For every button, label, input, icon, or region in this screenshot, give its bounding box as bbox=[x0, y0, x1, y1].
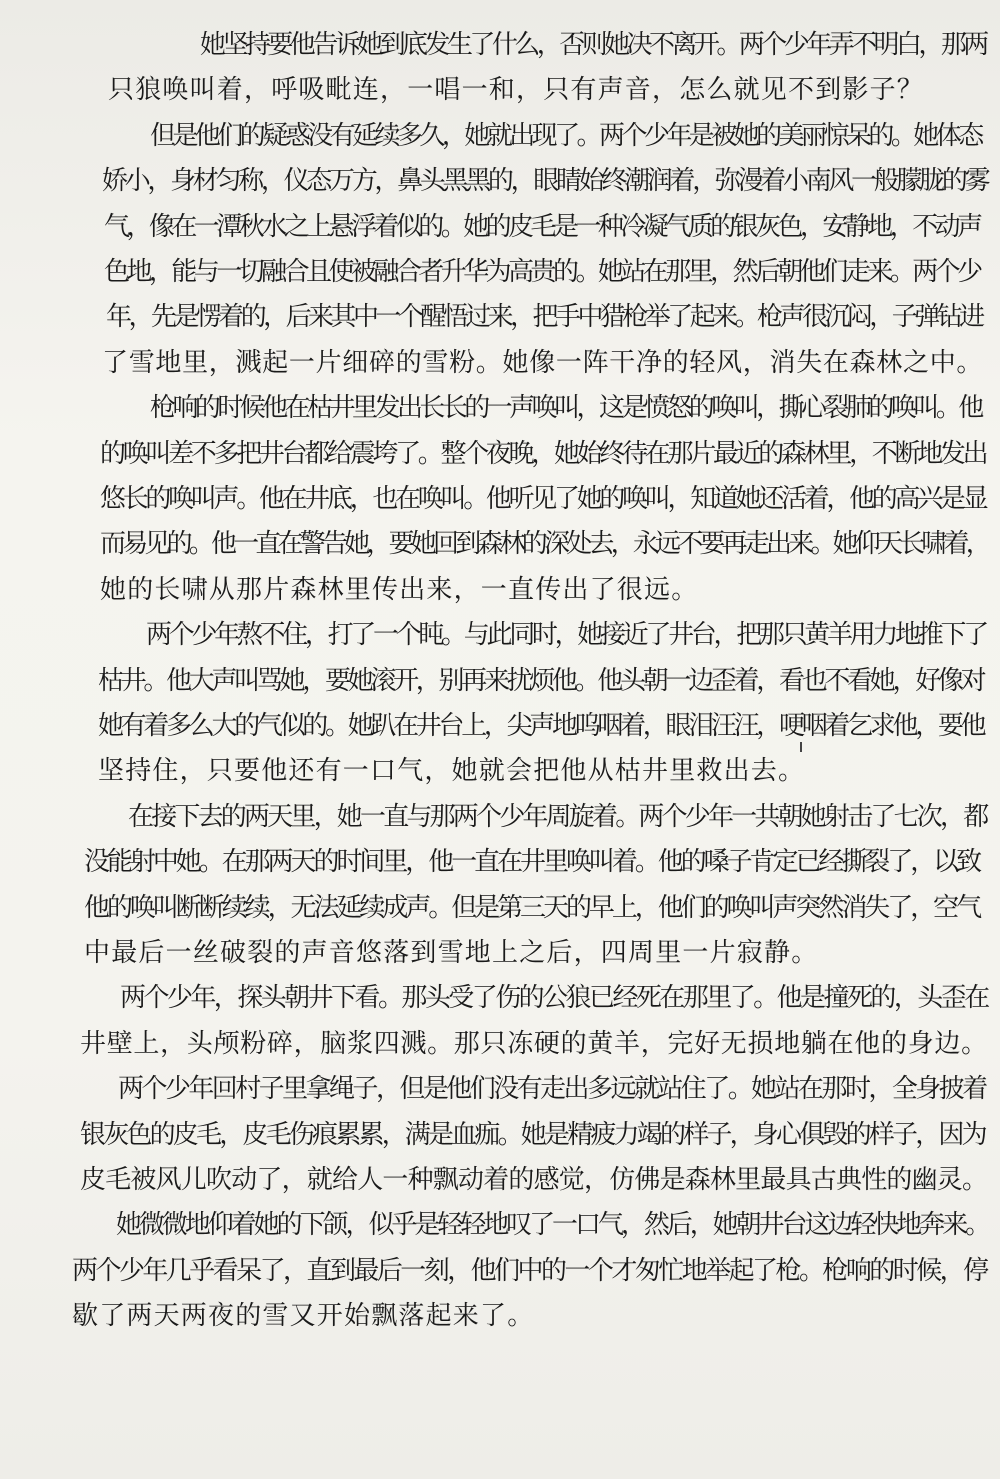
text-line: 他的唤叫断断续续，无法延续成声。但是第三天的早上，他们的唤叫声突然消失了，空气 bbox=[84, 892, 980, 923]
text-line: 两个少年几乎看呆了，直到最后一刻，他们中的一个才匆忙地举起了枪。枪响的时候，停 bbox=[72, 1255, 987, 1286]
text-line: 但是他们的疑惑没有延续多久，她就出现了。两个少年是被她的美丽惊呆的。她体态 bbox=[150, 120, 981, 151]
text-line: 坚持住，只要他还有一口气，她就会把他从枯井里救出去。 bbox=[98, 756, 806, 787]
text-line: 两个少年回村子里拿绳子，但是他们没有走出多远就站住了。她站在那时，全身披着 bbox=[118, 1074, 986, 1105]
text-line: 在接下去的两天里，她一直与那两个少年周旋着。两个少年一共朝她射击了七次，都 bbox=[128, 801, 987, 832]
text-line: 娇小，身材匀称，仪态万方，鼻头黑黑的，眼睛始终潮润着，弥漫着小南风一般朦胧的雾 bbox=[102, 166, 988, 197]
text-line: 了雪地里，溅起一片细碎的雪粉。她像一阵干净的轻风，消失在森林之中。 bbox=[102, 347, 984, 378]
stray-mark bbox=[800, 742, 802, 752]
text-line: 悠长的唤叫声。他在井底，也在唤叫。他听见了她的唤叫，知道她还活着，他的高兴是显 bbox=[100, 484, 986, 514]
text-line: 她的长啸从那片森林里传出来，一直传出了很远。 bbox=[100, 574, 699, 605]
text-line: 井壁上，头颅粉碎，脑浆四溅。那只冻硬的黄羊，完好无损地躺在他的身边。 bbox=[80, 1028, 988, 1059]
text-line: 气，像在一潭秋水之上悬浮着似的。她的皮毛是一种冷凝气质的银灰色，安静地，不动声 bbox=[104, 211, 980, 242]
text-line: 两个少年，探头朝井下看。那头受了伤的公狼已经死在那里了。他是撞死的，头歪在 bbox=[120, 983, 988, 1014]
watermark: ​ bbox=[55, 210, 65, 250]
text-line: 她有着多么大的气似的。她趴在井台上，尖声地呜咽着，眼泪汪汪，哽咽着乞求他，要他 bbox=[98, 711, 984, 741]
text-line: 的唤叫差不多把井台都给震垮了。整个夜晚，她始终待在那片最近的森林里，不断地发出 bbox=[100, 438, 986, 469]
text-line: 她微微地仰着她的下颌，似乎是轻轻地叹了一口气，然后，她朝井台这边轻快地奔来。 bbox=[116, 1210, 989, 1241]
text-line: 色地，能与一切融合且使被融合者升华为高贵的。她站在那里，然后朝他们走来。两个少 bbox=[104, 257, 980, 287]
text-line: 年，先是愣着的，后来其中一个醒悟过来，把手中猎枪举了起来。枪声很沉闷，子弹钻进 bbox=[106, 302, 982, 333]
text-line: 银灰色的皮毛，皮毛伤痕累累，满是血痂。她是精疲力竭的样子，身心俱毁的样子，因为 bbox=[80, 1119, 985, 1150]
text-line: 歇了两天两夜的雪又开始飘落起来了。 bbox=[72, 1301, 535, 1332]
text-line: 两个少年熬不住，打了一个盹。与此同时，她接近了井台，把那只黄羊用力地推下了 bbox=[146, 620, 986, 651]
text-line: 她坚持要他告诉她到底发生了什么，否则她决不离开。两个少年弄不明白，那两 bbox=[200, 30, 986, 60]
text-line: 枪响的时候他在枯井里发出长长的一声唤叫，这是愤怒的唤叫，撕心裂肺的唤叫。他 bbox=[150, 393, 981, 424]
text-line: 而易见的。他一直在警告她，要她回到森林的深处去，永远不要再走出来。她仰天长啸着， bbox=[100, 529, 989, 560]
text-line: 枯井。他大声叫骂她，要她滚开，别再来扰烦他。他头朝一边歪着，看也不看她，好像对 bbox=[98, 665, 984, 696]
text-line: 中最后一丝破裂的声音悠落到雪地上之后，四周里一片寂静。 bbox=[84, 938, 819, 968]
text-line: 只狼唤叫着，呼吸毗连，一唱一和，只有声音，怎么就见不到影子？ bbox=[108, 75, 925, 106]
text-line: 皮毛被风儿吹动了，就给人一种飘动着的感觉，仿佛是森林里最具古典性的幽灵。 bbox=[80, 1165, 988, 1195]
text-line: 没能射中她。在那两天的时间里，他一直在井里唤叫着。他的嗓子肯定已经撕裂了，以致 bbox=[84, 847, 980, 878]
